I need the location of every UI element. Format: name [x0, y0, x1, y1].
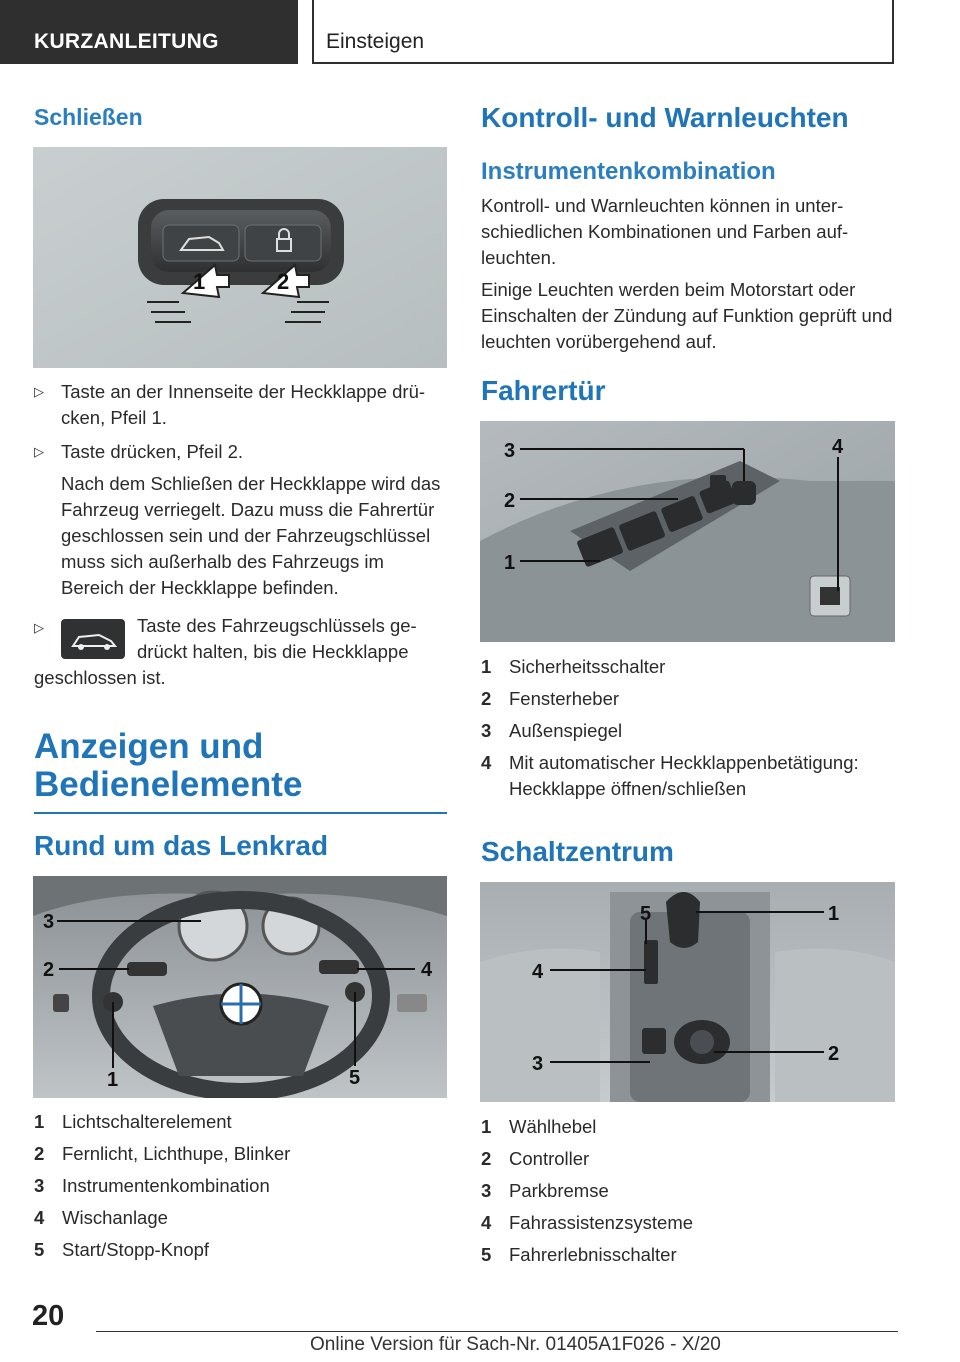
steering-heading: Rund um das Lenkrad [34, 830, 329, 861]
figure-callout-1: 1 [504, 552, 516, 574]
closing-heading: Schließen [34, 104, 143, 130]
figure-callout-1: 1 [828, 903, 840, 925]
closing-bullets [34, 379, 447, 691]
driver-door-figure [480, 421, 895, 642]
bullet-item: ▷ Taste an der Innenseite der Heckklappe drücken, Pfeil 1. [34, 381, 426, 428]
legend-item: 4 Fahrassistenzsysteme [481, 1212, 694, 1233]
legend-item: 5 Start/Stopp-Knopf [34, 1239, 210, 1260]
instrument-cluster-heading: Instrumentenkombination [481, 158, 776, 185]
legend-item: 3 Außenspiegel [481, 720, 623, 741]
paragraph: Kontroll- und Warnleuchten können in unterschiedlichen Kombinationen und Farben aufleuchten. [481, 195, 849, 268]
legend-item: 3 Instrumentenkombination [34, 1175, 270, 1196]
figure-callout-4: 4 [532, 961, 544, 983]
triangle-bullet-icon: ▷ [34, 444, 44, 459]
figure-callout-2: 2 [504, 490, 516, 512]
legend-item: 1 Wählhebel [481, 1116, 597, 1137]
center-console-legend [481, 1114, 895, 1274]
page-number: 20 [32, 1300, 65, 1332]
driver-door-heading: Fahrertür [481, 375, 606, 406]
figure-callout-2: 2 [828, 1043, 840, 1065]
legend-item: 5 Fahrerlebnisschalter [481, 1244, 677, 1265]
center-console-figure [480, 882, 895, 1102]
figure-callout-1: 1 [193, 269, 206, 294]
bullet-item: ▷ Taste des Fahrzeugschlüssels gedrückt halten, bis die Heckklappe geschlossen ist. [34, 615, 417, 688]
triangle-bullet-icon: ▷ [34, 620, 44, 635]
footer-divider [96, 1331, 898, 1332]
legend-item: 2 Fensterheber [481, 688, 620, 709]
car-key-tailgate-icon [61, 619, 125, 659]
driver-door-legend [481, 654, 895, 808]
figure-callout-3: 3 [532, 1053, 544, 1075]
figure-callout-2: 2 [43, 959, 55, 981]
legend-item: 4 Wischanlage [34, 1207, 168, 1228]
footer-text: Online Version für Sach-Nr. 01405A1F026 - X/20 [310, 1334, 721, 1355]
figure-callout-5: 5 [349, 1067, 361, 1089]
heading-divider [34, 812, 447, 814]
legend-item: 2 Controller [481, 1148, 590, 1169]
figure-callout-2: 2 [277, 269, 290, 294]
figure-callout-5: 5 [640, 903, 652, 925]
figure-callout-4: 4 [421, 959, 433, 981]
tailgate-button-figure [33, 147, 447, 368]
paragraph: Einige Leuchten werden beim Motorstart oder Einschalten der Zündung auf Funktion geprüft und leuchten vorübergehend auf. [481, 279, 893, 352]
triangle-bullet-icon: ▷ [34, 384, 44, 399]
instrument-cluster-text [481, 193, 895, 355]
legend-item: 1 Lichtschalterelement [34, 1111, 232, 1132]
figure-callout-3: 3 [43, 911, 55, 933]
legend-item: 3 Parkbremse [481, 1180, 609, 1201]
figure-callout-1: 1 [107, 1069, 119, 1091]
section-heading: Anzeigen und Bedienelemente [34, 728, 447, 814]
figure-callout-3: 3 [504, 440, 516, 462]
bullet-note: Nach dem Schließen der Heckklappe wird das Fahrzeug verriegelt. Dazu muss die Fahrertür geschlossen sein und der Fahrzeugschlüssel muss sich außerhalb des Fahrzeugs im Bereich der Heckklappe befinden. [61, 473, 441, 598]
center-console-heading: Schaltzentrum [481, 836, 674, 867]
section-tab: KURZANLEITUNG [0, 0, 298, 64]
figure-callout-4: 4 [832, 436, 844, 458]
steering-legend [34, 1109, 447, 1269]
legend-item: 4 Mit automatischer Heckklappenbetätigung: Heckklappe öffnen/schließen [481, 752, 859, 799]
legend-item: 1 Sicherheitsschalter [481, 656, 666, 677]
warning-lights-heading: Kontroll- und Warnleuchten [481, 102, 849, 133]
bullet-item: ▷ Taste drücken, Pfeil 2. Nach dem Schließen der Heckklappe wird das Fahrzeug verriegelt. Dazu muss die Fahrertür geschlossen sein und der Fahrzeugschlüssel muss sich außerhalb des Fahrzeugs im Bereich der Heckklappe befinden. [34, 439, 447, 601]
legend-item: 2 Fernlicht, Lichthupe, Blinker [34, 1143, 291, 1164]
chapter-tab: Einsteigen [312, 0, 894, 64]
steering-wheel-figure [33, 876, 447, 1098]
